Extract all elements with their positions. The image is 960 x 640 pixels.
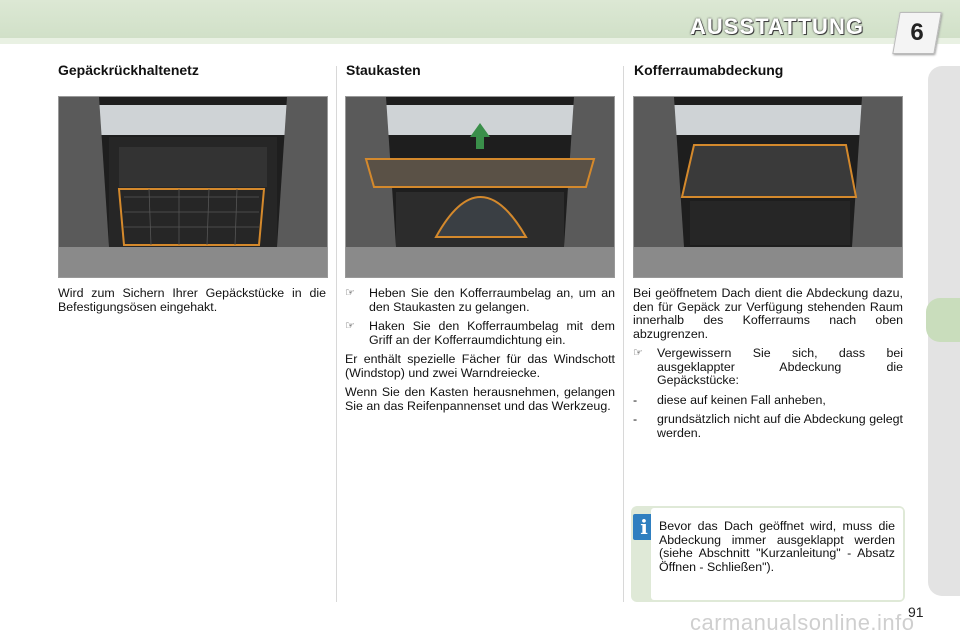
chapter-number-badge	[892, 12, 941, 54]
storage-box-photo	[345, 96, 615, 278]
info-icon: i	[633, 514, 655, 540]
column-divider	[623, 66, 624, 602]
paragraph: Er enthält spezielle Fächer für das Windschott (Windstop) und zwei Warndreiecke.	[345, 352, 615, 380]
hand-pointer-icon: ☞	[345, 287, 355, 299]
trunk-cover-photo	[633, 96, 903, 278]
chapter-number: 6	[910, 19, 924, 46]
heading-luggage-net: Gepäckrückhaltenetz	[58, 62, 199, 78]
paragraph: Wird zum Sichern Ihrer Gepäckstücke in die Befestigungsösen eingehakt.	[58, 286, 326, 314]
luggage-net-text	[58, 287, 326, 320]
paragraph: Bei geöffnetem Dach dient die Abdeckung dazu, den für Gepäck zur Verfügung stehenden Raum innerhalb des Kofferraums nach oben abzugrenzen.	[633, 286, 903, 341]
heading-storage-box: Staukasten	[346, 62, 421, 78]
hand-pointer-icon: ☞	[633, 347, 643, 359]
storage-box-text	[345, 287, 615, 419]
column-divider	[336, 66, 337, 602]
trunk-cover-text	[633, 287, 903, 446]
heading-trunk-cover: Kofferraumabdeckung	[634, 62, 784, 78]
paragraph: Wenn Sie den Kasten herausnehmen, gelangen Sie an das Reifenpannenset und das Werkzeug.	[345, 385, 615, 413]
luggage-net-photo	[58, 96, 328, 278]
instruction-item: ☞ Vergewissern Sie sich, dass bei ausgeklappter Abdeckung die Gepäckstücke:	[633, 346, 903, 387]
chapter-title: AUSSTATTUNG	[690, 14, 864, 39]
info-text: Bevor das Dach geöffnet wird, muss die Abdeckung immer ausgeklappt werden (siehe Abschnitt "Kurzanleitung" - Absatz Öffnen - Schließen").	[659, 519, 895, 574]
instruction-item: ☞ Haken Sie den Kofferraumbelag mit dem Griff an der Kofferraumdichtung ein.	[345, 319, 615, 347]
side-tab-active	[926, 298, 960, 342]
info-box	[631, 506, 905, 602]
list-item: - grundsätzlich nicht auf die Abdeckung gelegt werden.	[633, 412, 903, 440]
hand-pointer-icon: ☞	[345, 320, 355, 332]
list-item: - diese auf keinen Fall anheben,	[633, 392, 826, 407]
watermark: carmanualsonline.info	[690, 610, 915, 635]
page-number: 91	[908, 604, 924, 620]
instruction-item: ☞ Heben Sie den Kofferraumbelag an, um an den Staukasten zu gelangen.	[345, 286, 615, 314]
